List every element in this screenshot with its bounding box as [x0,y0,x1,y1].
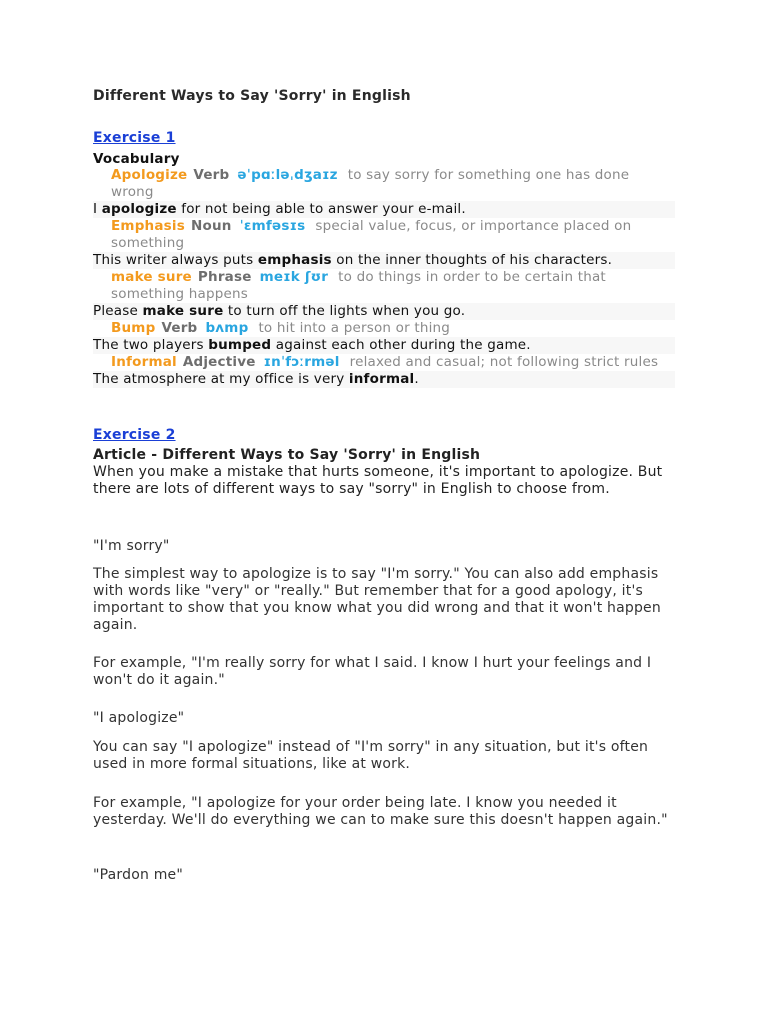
article-paragraph: When you make a mistake that hurts someone, it's important to apologize. But there are lots of different ways to say "sorry" in English to choose from. [93,464,663,497]
vocab-item [93,269,675,320]
vocab-item [93,354,675,388]
exercise-1-link[interactable]: Exercise 1 [93,130,176,146]
vocab-pronunciation: ˈɛmfəsɪs [239,218,306,234]
vocab-example: The two players bumped against each other during the game. [93,337,675,354]
article-paragraph: For example, "I apologize for your order being late. I know you needed it yesterday. We'll do everything we can to make sure this doesn't happen again." [93,795,668,828]
vocab-word: Informal [111,354,177,370]
vocab-part-of-speech: Noun [190,218,232,234]
vocab-definition: relaxed and casual; not following strict rules [349,354,659,370]
vocab-part-of-speech: Verb [161,320,198,336]
article-paragraph: You can say "I apologize" instead of "I'm sorry" in any situation, but it's often used in more formal situations, like at work. [93,739,649,772]
example-highlight: emphasis [257,252,332,268]
example-highlight: bumped [208,337,272,353]
vocab-entry [93,218,675,252]
vocab-item [93,167,675,218]
exercise-2-link[interactable]: Exercise 2 [93,427,176,443]
article-paragraph: The simplest way to apologize is to say "I'm sorry." You can also add emphasis with words like "very" or "really." But remember that for a good apology, it's important to show that you know what you did wrong and that it won't happen again. [93,566,661,633]
vocab-word: Bump [111,320,156,336]
vocab-pronunciation: meɪk ʃʊr [259,269,329,285]
vocab-part-of-speech: Adjective [182,354,256,370]
vocab-entry [93,320,675,337]
document-page [93,0,683,1024]
vocab-part-of-speech: Phrase [197,269,252,285]
vocab-definition: special value, focus, or importance placed on something [111,218,632,251]
vocab-definition: to do things in order to be certain that something happens [111,269,606,302]
vocab-example: This writer always puts emphasis on the inner thoughts of his characters. [93,252,675,269]
article-subheading: "I apologize" [93,710,185,726]
vocabulary-heading: Vocabulary [93,151,180,167]
vocab-item [93,218,675,269]
article-paragraph: For example, "I'm really sorry for what I said. I know I hurt your feelings and I won't do it again." [93,655,652,688]
article-subheading: "I'm sorry" [93,538,170,554]
vocab-entry [93,167,675,201]
vocab-pronunciation: bʌmp [205,320,249,336]
vocab-example: The atmosphere at my office is very informal. [93,371,675,388]
article-heading [93,447,480,463]
vocab-item [93,320,675,354]
vocab-word: Apologize [111,167,188,183]
vocab-pronunciation: ɪnˈfɔːrməl [263,354,340,370]
vocabulary-list [93,167,675,388]
example-highlight: make sure [142,303,224,319]
vocab-entry [93,269,675,303]
article-label: Article - [93,447,163,463]
vocab-definition: to say sorry for something one has done wrong [111,167,630,200]
vocab-part-of-speech: Verb [193,167,230,183]
vocab-word: make sure [111,269,192,285]
article-subheading: "Pardon me" [93,867,184,883]
vocab-definition: to hit into a person or thing [258,320,451,336]
vocab-word: Emphasis [111,218,185,234]
vocab-entry [93,354,675,371]
vocab-pronunciation: əˈpɑːləˌdʒaɪz [237,167,338,183]
article-title: Different Ways to Say 'Sorry' in English [162,447,481,463]
example-highlight: informal [348,371,415,387]
example-highlight: apologize [101,201,177,217]
vocab-example: Please make sure to turn off the lights when you go. [93,303,675,320]
document-title: Different Ways to Say 'Sorry' in English [93,88,411,104]
vocab-example: I apologize for not being able to answer your e-mail. [93,201,675,218]
